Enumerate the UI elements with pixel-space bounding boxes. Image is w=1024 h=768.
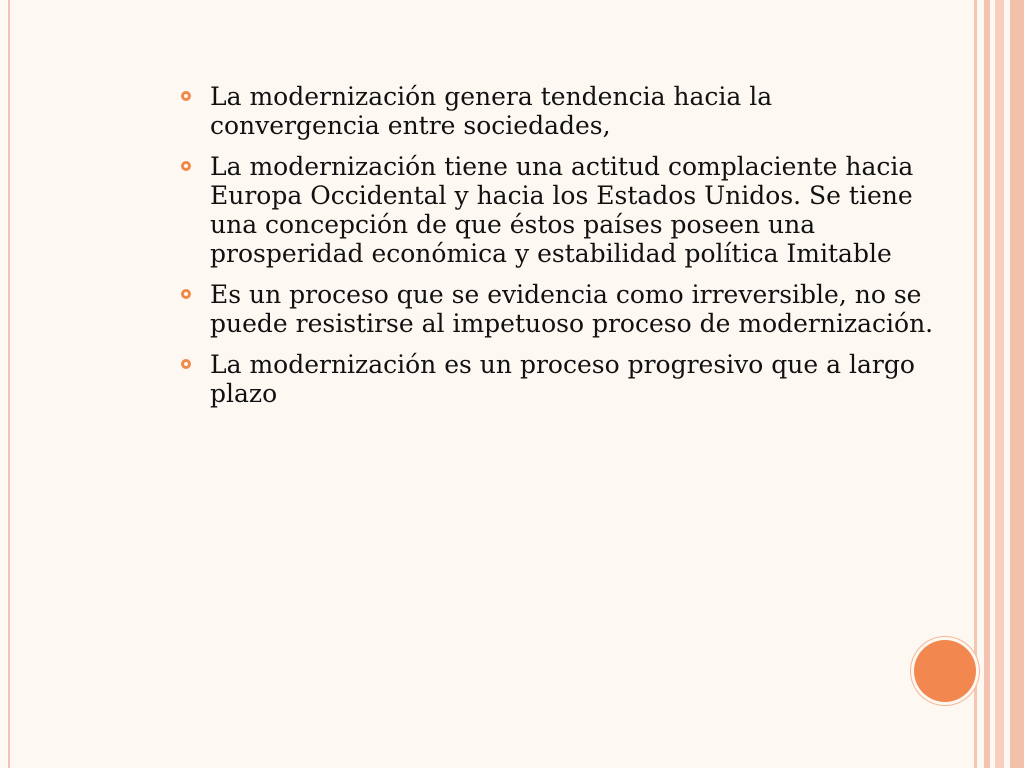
bullet-text: La modernización es un proceso progresivo que a largo plazo [210,350,915,408]
circle-bullet-icon [181,161,191,171]
bullet-text: La modernización tiene una actitud complaciente hacia Europa Occidental y hacia los Estados Unidos. Se tiene una concepción de que éstos países poseen una prosperidad económica y estabilidad política Imitable [210,152,914,268]
bullet-list [178,82,938,408]
bullet-item [178,82,938,140]
orange-circle-icon [914,640,976,702]
circle-bullet-icon [181,359,191,369]
bullet-item [178,152,938,268]
bullet-item [178,280,938,338]
bullet-text: Es un proceso que se evidencia como irreversible, no se puede resistirse al impetuoso proceso de modernización. [210,280,934,338]
circle-bullet-icon [181,91,191,101]
right-border-band [1010,0,1024,768]
slide-content [178,82,938,420]
circle-bullet-icon [181,289,191,299]
right-border-band [995,0,1004,768]
bullet-text: La modernización genera tendencia hacia la convergencia entre sociedades, [210,82,773,140]
bullet-item [178,350,938,408]
right-border-band [984,0,990,768]
left-border-line [8,0,10,768]
right-border-band [974,0,977,768]
